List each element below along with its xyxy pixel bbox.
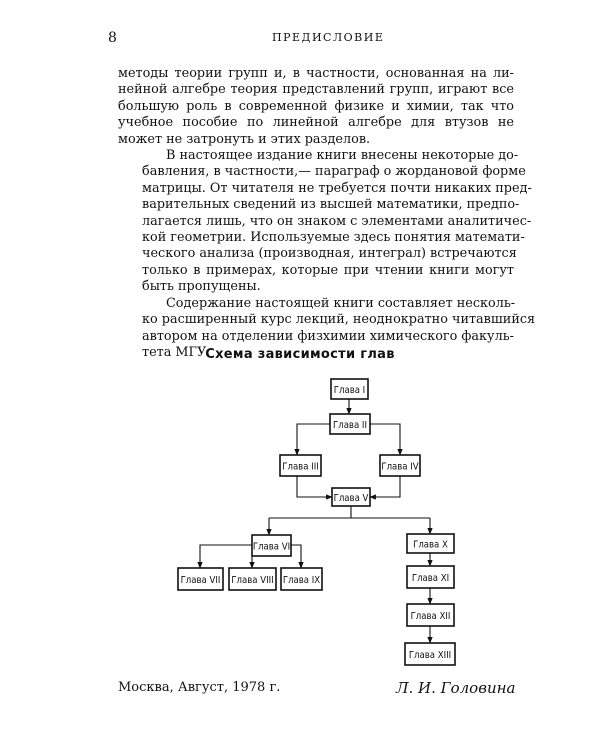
text-line: методы теории групп и, в частности, основанная на ли- xyxy=(118,66,514,81)
chapter-label: Глава XIII xyxy=(408,650,452,661)
chapter-label: Глава XII xyxy=(410,611,451,622)
chapter-box-1 xyxy=(331,379,368,399)
edge-ch2-ch4 xyxy=(367,424,400,455)
text-line: бавления, в частности,— параграф о жордановой форме xyxy=(142,164,526,180)
signature-place-date: Москва, Август, 1978 г. xyxy=(118,680,281,695)
edge-ch3-ch5 xyxy=(297,476,332,497)
chapter-box-7 xyxy=(178,568,223,590)
chapter-box-5 xyxy=(332,488,370,506)
chapter-label: Глава I xyxy=(333,385,366,396)
text-line: большую роль в современной физике и химии, так что xyxy=(118,98,514,114)
text-line: нейной алгебре теория представлений групп, играют все xyxy=(118,82,514,98)
chapter-label: Глава IV xyxy=(381,461,419,473)
edge-ch6-ch7 xyxy=(200,545,252,568)
chapter-box-8 xyxy=(229,568,276,590)
text-line: Содержание настоящей книги составляет несколь- xyxy=(166,295,516,311)
text-line: автором на отделении физхимии химического факуль- xyxy=(142,328,514,344)
text-line: кой геометрии. Используемые здесь понятия математи- xyxy=(142,230,525,246)
chapter-box-2 xyxy=(330,414,370,434)
scheme-title: Схема зависимости глав xyxy=(205,347,395,362)
chapter-label: Глава II xyxy=(333,420,367,431)
edge-ch2-ch3 xyxy=(297,424,331,455)
text-line: матрицы. От читателя не требуется почти никаких пред- xyxy=(142,180,532,196)
chapter-label: Глава IX xyxy=(282,575,321,586)
text-line: варительных сведений из высшей математики, предпо- xyxy=(142,197,520,213)
chapter-box-12 xyxy=(407,604,454,626)
chapter-label: Глава V xyxy=(333,493,369,504)
chapter-box-10 xyxy=(407,534,454,553)
chapter-box-13 xyxy=(405,643,455,665)
chapter-label: Глава VIII xyxy=(231,575,274,586)
chapter-label: Глава VI xyxy=(252,541,291,553)
text-line: лагается лишь, что он знаком с элементами аналитичес- xyxy=(142,213,532,229)
text-line: ческого анализа (производная, интеграл) встречаются xyxy=(142,246,517,262)
chapter-box-3 xyxy=(280,455,321,476)
chapter-label: Глава XI xyxy=(411,573,450,584)
text-line: ко расширенный курс лекций, неоднократно читавшийся xyxy=(142,312,536,328)
diagram-edges xyxy=(200,399,430,643)
text-line: В настоящее издание книги внесены некоторые до- xyxy=(166,148,519,164)
edge-ch4-ch5 xyxy=(370,476,400,497)
page-number: 8 xyxy=(108,30,117,46)
chapter-box-6 xyxy=(252,535,291,556)
chapter-label: Глава III xyxy=(282,461,319,473)
chapter-label: Глава VII xyxy=(180,575,221,586)
text-line: может не затронуть и этих разделов. xyxy=(118,131,371,147)
text-line: только в примерах, которые при чтении книги могут xyxy=(142,262,514,278)
chapter-box-11 xyxy=(407,566,454,588)
chapter-label: Глава X xyxy=(413,539,448,551)
chapter-box-9 xyxy=(281,568,322,590)
chapter-box-4 xyxy=(380,455,420,476)
text-line: тета МГУ. xyxy=(142,344,211,360)
text-line: быть пропущены. xyxy=(142,279,261,295)
signature-author: Л. И. Головина xyxy=(396,679,516,697)
text-line: учебное пособие по линейной алгебре для втузов не xyxy=(118,115,514,131)
running-head: ПРЕДИСЛОВИЕ xyxy=(272,31,385,44)
